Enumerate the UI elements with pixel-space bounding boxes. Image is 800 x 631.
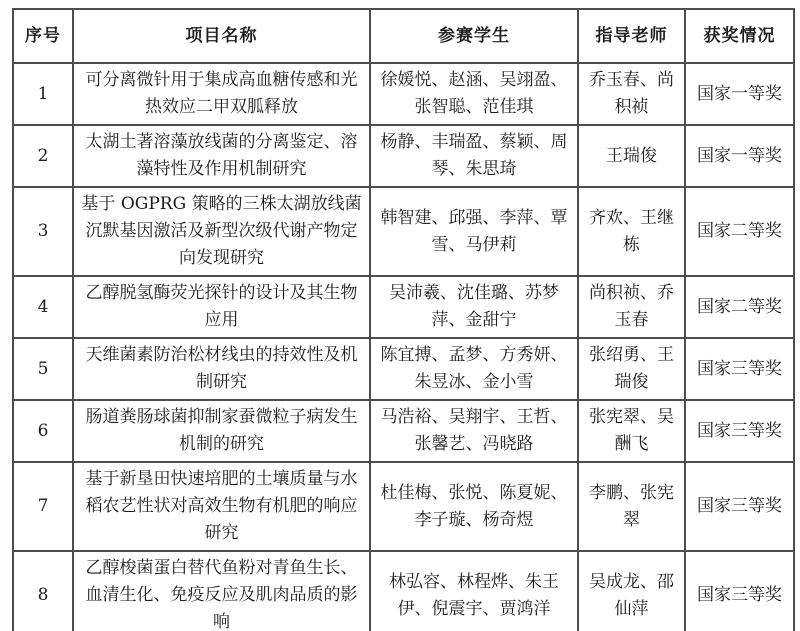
cell-index: 2	[13, 125, 73, 187]
table-row	[13, 276, 794, 338]
header-project: 项目名称	[73, 9, 370, 63]
cell-students: 杜佳梅、张悦、陈夏妮、李子璇、杨奇煜	[370, 462, 578, 551]
cell-project: 太湖土著溶藻放线菌的分离鉴定、溶藻特性及作用机制研究	[73, 125, 370, 187]
table-header	[13, 9, 794, 63]
cell-award: 国家三等奖	[685, 400, 794, 462]
cell-index: 1	[13, 63, 73, 125]
header-students: 参赛学生	[370, 9, 578, 63]
table-row	[13, 551, 794, 631]
cell-students: 杨静、丰瑞盈、蔡颖、周琴、朱思琦	[370, 125, 578, 187]
cell-teachers: 李鹏、张宪翠	[578, 462, 685, 551]
cell-teachers: 张绍勇、王瑞俊	[578, 338, 685, 400]
cell-index: 7	[13, 462, 73, 551]
cell-teachers: 吴成龙、邵仙萍	[578, 551, 685, 631]
header-award: 获奖情况	[685, 9, 794, 63]
cell-project: 肠道粪肠球菌抑制家蚕微粒子病发生机制的研究	[73, 400, 370, 462]
cell-teachers: 乔玉春、尚积祯	[578, 63, 685, 125]
table-body	[13, 63, 794, 631]
cell-students: 韩智建、邱强、李萍、覃雪、马伊莉	[370, 187, 578, 276]
cell-students: 林弘容、林程烨、朱王伊、倪震宇、贾鸿洋	[370, 551, 578, 631]
table-row	[13, 187, 794, 276]
cell-award: 国家三等奖	[685, 551, 794, 631]
cell-students: 马浩裕、吴翔宇、王哲、张馨艺、冯晓路	[370, 400, 578, 462]
cell-project: 乙醇梭菌蛋白替代鱼粉对青鱼生长、血清生化、免疫反应及肌肉品质的影响	[73, 551, 370, 631]
table-row	[13, 125, 794, 187]
cell-award: 国家一等奖	[685, 63, 794, 125]
cell-students: 吴沛羲、沈佳璐、苏梦萍、金甜宁	[370, 276, 578, 338]
cell-teachers: 齐欢、王继栋	[578, 187, 685, 276]
cell-index: 6	[13, 400, 73, 462]
cell-teachers: 尚积祯、乔玉春	[578, 276, 685, 338]
cell-teachers: 王瑞俊	[578, 125, 685, 187]
cell-index: 8	[13, 551, 73, 631]
header-index: 序号	[13, 9, 73, 63]
cell-index: 5	[13, 338, 73, 400]
table-row	[13, 462, 794, 551]
cell-award: 国家一等奖	[685, 125, 794, 187]
cell-project: 基于新垦田快速培肥的土壤质量与水稻农艺性状对高效生物有机肥的响应研究	[73, 462, 370, 551]
cell-project: 乙醇脱氢酶荧光探针的设计及其生物应用	[73, 276, 370, 338]
cell-teachers: 张宪翠、吴酬飞	[578, 400, 685, 462]
cell-students: 徐媛悦、赵涵、吴翊盈、张智聪、范佳琪	[370, 63, 578, 125]
table-row	[13, 338, 794, 400]
cell-project: 天维菌素防治松材线虫的持效性及机制研究	[73, 338, 370, 400]
cell-award: 国家二等奖	[685, 187, 794, 276]
cell-award: 国家二等奖	[685, 276, 794, 338]
cell-index: 3	[13, 187, 73, 276]
header-teachers: 指导老师	[578, 9, 685, 63]
award-table	[12, 8, 795, 631]
cell-award: 国家三等奖	[685, 338, 794, 400]
header-row	[13, 9, 794, 63]
cell-index: 4	[13, 276, 73, 338]
cell-students: 陈宜搏、孟梦、方秀妍、朱昱冰、金小雪	[370, 338, 578, 400]
cell-award: 国家三等奖	[685, 462, 794, 551]
table-row	[13, 400, 794, 462]
cell-project: 可分离微针用于集成高血糖传感和光热效应二甲双胍释放	[73, 63, 370, 125]
cell-project: 基于 OGPRG 策略的三株太湖放线菌沉默基因激活及新型次级代谢产物定向发现研究	[73, 187, 370, 276]
table-row	[13, 63, 794, 125]
